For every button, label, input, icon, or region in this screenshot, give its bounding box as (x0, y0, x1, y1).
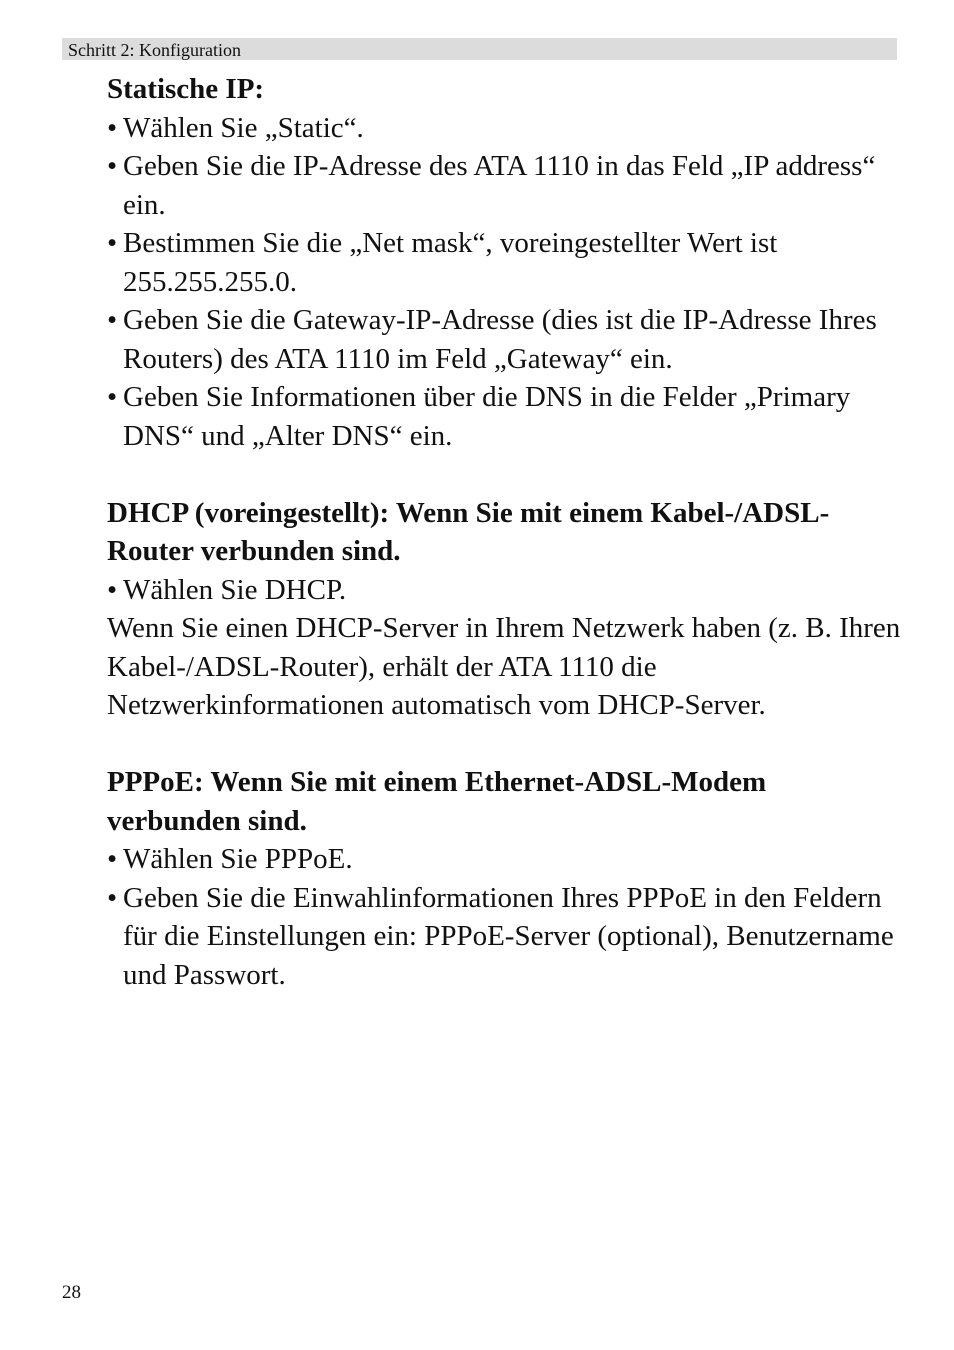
list-item: • Geben Sie die Gateway-IP-Adresse (dies ist die IP-Adresse Ihres Routers) des ATA 1110 im Feld „Gateway“ ein. (107, 301, 907, 378)
dhcp-paragraph: Wenn Sie einen DHCP-Server in Ihrem Netzwerk haben (z. B. Ihren Kabel-/ADSL-Router), erhält der ATA 1110 die Netzwerkinformationen automatisch vom DHCP-Server. (107, 612, 901, 721)
list-item: • Bestimmen Sie die „Net mask“, voreingestellter Wert ist 255.255.255.0. (107, 224, 907, 301)
list-item: • Wählen Sie „Static“. (107, 109, 907, 148)
section-spacer (107, 725, 907, 764)
section-heading-dhcp: DHCP (voreingestellt): Wenn Sie mit einem Kabel-/ADSL-Router verbunden sind. (107, 496, 830, 567)
list-item: • Geben Sie Informationen über die DNS in die Felder „Primary DNS“ und „Alter DNS“ ein. (107, 378, 907, 455)
running-header-title: Schritt 2: Konfiguration (68, 40, 241, 60)
section-heading-static-ip: Statische IP: (107, 73, 265, 105)
list-item: • Wählen Sie DHCP. (107, 571, 907, 610)
list-item: • Geben Sie die IP-Adresse des ATA 1110 in das Feld „IP address“ ein. (107, 147, 907, 224)
bullet-icon: • (107, 843, 118, 875)
list-item: • Geben Sie die Einwahlinformationen Ihres PPPoE in den Feldern für die Einstellungen ein: PPPoE-Server (optional), Benutzername und Passwort. (107, 879, 907, 995)
bullet-icon: • (107, 381, 118, 413)
bullet-icon: • (107, 573, 118, 606)
running-header (62, 38, 897, 60)
bullet-icon: • (107, 304, 118, 336)
page-content (107, 70, 907, 994)
bullet-icon: • (107, 111, 118, 144)
bullet-icon: • (107, 150, 118, 182)
list-item: • Wählen Sie PPPoE. (107, 840, 907, 879)
section-heading-pppoe: PPPoE: Wenn Sie mit einem Ethernet-ADSL-Modem verbunden sind. (107, 766, 767, 837)
section-spacer (107, 455, 907, 494)
page-number: 28 (62, 1282, 81, 1303)
bullet-icon: • (107, 881, 118, 914)
bullet-icon: • (107, 227, 118, 259)
